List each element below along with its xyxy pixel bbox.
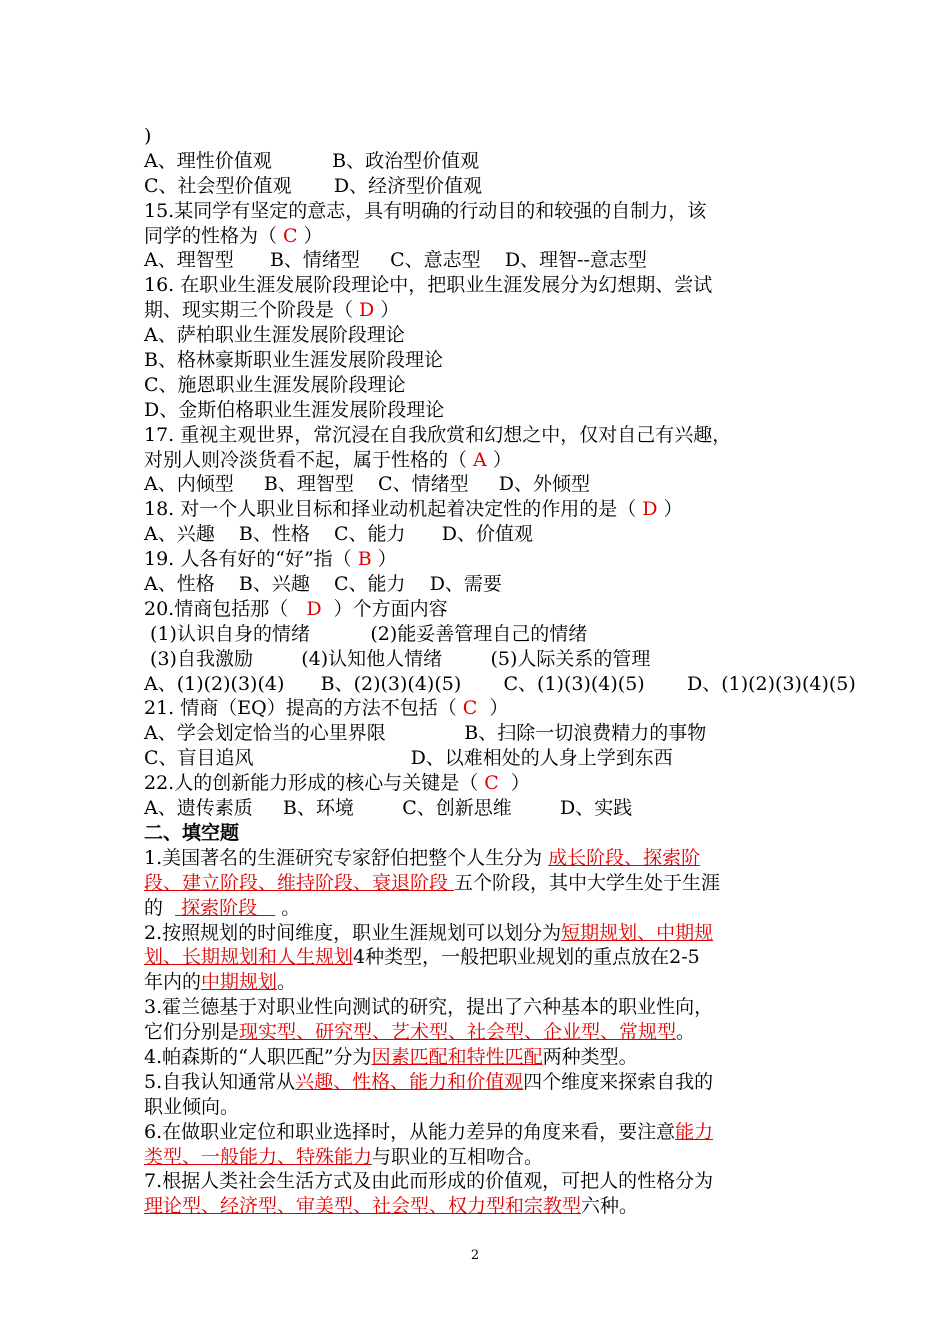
text-segment: 4.帕森斯的“人职匹配”分为 xyxy=(144,1045,372,1068)
fill-blank-answer: 因素匹配和特性匹配 xyxy=(371,1045,543,1068)
text-segment: A、遗传素质 B、环境 C、创新思维 D、实践 xyxy=(144,797,633,820)
text-segment: ） xyxy=(486,448,512,471)
text-segment: 4种类型，一般把职业规划的重点放在2-5 xyxy=(353,946,700,969)
answer-choice: C xyxy=(462,697,478,720)
text-segment: 四个维度来探索自我的 xyxy=(523,1070,714,1093)
text-line xyxy=(144,298,814,323)
text-segment: 同学的性格为（ xyxy=(144,224,284,247)
text-segment: ） xyxy=(498,772,530,795)
fill-blank-answer: 成长阶段、探索阶 xyxy=(548,846,701,869)
text-segment: C、盲目追风 D、以难相处的人身上学到东西 xyxy=(144,747,673,770)
text-line xyxy=(144,522,814,547)
text-line xyxy=(144,995,814,1020)
text-segment: A、萨柏职业生涯发展阶段理论 xyxy=(144,324,405,347)
text-line xyxy=(144,497,814,522)
text-segment: 15.某同学有坚定的意志，具有明确的行动目的和较强的自制力，该 xyxy=(144,199,707,222)
text-line xyxy=(144,124,814,149)
text-segment: 7.根据人类社会生活方式及由此而形成的价值观，可把人的性格分为 xyxy=(144,1170,714,1193)
text-line xyxy=(144,945,814,970)
answer-choice: D xyxy=(359,299,375,322)
text-line xyxy=(144,373,814,398)
text-segment: (3)自我激励 (4)认知他人情绪 (5)人际关系的管理 xyxy=(144,647,651,670)
text-segment: 2.按照规划的时间维度，职业生涯规划可以划分为 xyxy=(144,921,562,944)
text-segment: 22.人的创新能力形成的核心与关键是（ xyxy=(144,772,485,795)
text-line xyxy=(144,871,814,896)
text-line xyxy=(144,672,856,697)
fill-blank-answer: 划、长期规划和人生规划 xyxy=(144,946,354,969)
text-line xyxy=(144,821,814,846)
text-segment: 的 xyxy=(144,896,176,919)
text-line xyxy=(144,273,814,298)
text-segment: 。 xyxy=(275,896,301,919)
text-segment: 与职业的互相吻合。 xyxy=(372,1145,544,1168)
text-line xyxy=(144,1070,814,1095)
text-line xyxy=(144,224,814,249)
text-line xyxy=(144,323,814,348)
text-segment: 六种。 xyxy=(581,1195,639,1218)
text-segment: A、理性价值观 B、政治型价值观 xyxy=(144,149,480,172)
text-segment: 。 xyxy=(277,971,297,994)
text-line xyxy=(144,199,814,224)
answer-choice: D xyxy=(306,597,322,620)
text-segment: A、性格 B、兴趣 C、能力 D、需要 xyxy=(144,573,502,596)
text-line xyxy=(144,921,814,946)
text-segment: 19. 人各有好的“好”指（ xyxy=(144,548,358,571)
text-segment: A、内倾型 B、理智型 C、情绪型 D、外倾型 xyxy=(144,473,591,496)
text-segment: ） xyxy=(374,299,400,322)
text-segment: C、社会型价值观 D、经济型价值观 xyxy=(144,174,483,197)
text-line xyxy=(144,1120,814,1145)
text-segment: 17. 重视主观世界，常沉浸在自我欣赏和幻想之中，仅对自己有兴趣， xyxy=(144,423,732,446)
text-segment: ） xyxy=(371,548,397,571)
text-segment: 1.美国著名的生涯研究专家舒伯把整个人生分为 xyxy=(144,846,549,869)
fill-blank-answer: 能力 xyxy=(675,1120,714,1143)
section-heading: 二、填空题 xyxy=(144,821,240,844)
text-line xyxy=(144,1045,814,1070)
text-segment: 两种类型。 xyxy=(542,1045,638,1068)
fill-blank-answer: 现实型、研究型、艺术型、社会型、企业型、常规型 xyxy=(239,1021,677,1044)
text-line xyxy=(144,1194,814,1219)
text-segment: A、理智型 B、情绪型 C、意志型 D、理智--意志型 xyxy=(144,249,647,272)
text-segment: 它们分别是 xyxy=(144,1021,240,1044)
page-number: 2 xyxy=(470,1248,480,1263)
fill-blank-answer: 中期规划 xyxy=(201,971,278,994)
text-segment: 3.霍兰德基于对职业性向测试的研究，提出了六种基本的职业性向， xyxy=(144,996,714,1019)
text-segment: 6.在做职业定位和职业选择时，从能力差异的角度来看，要注意 xyxy=(144,1120,676,1143)
answer-choice: D xyxy=(642,498,658,521)
text-segment: C、施恩职业生涯发展阶段理论 xyxy=(144,373,406,396)
text-segment: A、学会划定恰当的心里界限 B、扫除一切浪费精力的事物 xyxy=(144,722,707,745)
fill-blank-answer: 短期规划、中期规 xyxy=(561,921,714,944)
text-line xyxy=(144,1145,814,1170)
text-line xyxy=(144,846,814,871)
text-segment: (1)认识自身的情绪 (2)能妥善管理自己的情绪 xyxy=(144,622,588,645)
document-body xyxy=(144,124,856,1219)
text-line xyxy=(144,174,814,199)
text-segment: 。 xyxy=(676,1021,696,1044)
text-segment: ）个方面内容 xyxy=(321,597,448,620)
text-segment: 对别人则冷淡货看不起，属于性格的（ xyxy=(144,448,474,471)
fill-blank-answer: 兴趣、性格、能力和价值观 xyxy=(295,1070,524,1093)
text-segment: 20.情商包括那（ xyxy=(144,597,307,620)
text-line xyxy=(144,1095,814,1120)
text-segment: ) xyxy=(144,125,152,147)
text-line xyxy=(144,970,814,995)
text-segment: D、金斯伯格职业生涯发展阶段理论 xyxy=(144,398,445,421)
text-segment: A、(1)(2)(3)(4) B、(2)(3)(4)(5) C、(1)(3)(4)(5) D、(1)(2)(3)(4)(5) xyxy=(144,672,856,695)
text-segment: A、兴趣 B、性格 C、能力 D、价值观 xyxy=(144,523,534,546)
text-segment: ） xyxy=(297,224,323,247)
text-line xyxy=(144,149,814,174)
text-segment: ） xyxy=(477,697,509,720)
text-line xyxy=(144,796,814,821)
text-line xyxy=(144,696,814,721)
text-line xyxy=(144,348,814,373)
answer-choice: B xyxy=(357,548,372,571)
text-line xyxy=(144,547,814,572)
text-line xyxy=(144,572,814,597)
text-segment: 5.自我认知通常从 xyxy=(144,1070,296,1093)
text-segment: B、格林豪斯职业生涯发展阶段理论 xyxy=(144,349,443,372)
text-line xyxy=(144,771,814,796)
text-segment: ） xyxy=(657,498,683,521)
text-line xyxy=(144,896,814,921)
text-line xyxy=(144,472,814,497)
text-segment: 21. 情商（EQ）提高的方法不包括（ xyxy=(144,697,463,720)
answer-choice: C xyxy=(484,772,499,795)
fill-blank-answer: 理论型、经济型、审美型、社会型、权力型和宗教型 xyxy=(144,1195,582,1218)
text-segment: 职业倾向。 xyxy=(144,1095,240,1118)
text-segment: 五个阶段，其中大学生处于生涯 xyxy=(454,871,721,894)
text-segment: 18. 对一个人职业目标和择业动机起着决定性的作用的是（ xyxy=(144,498,643,521)
text-line xyxy=(144,448,814,473)
text-line xyxy=(144,398,814,423)
text-segment: 年内的 xyxy=(144,971,202,994)
text-line xyxy=(144,597,814,622)
answer-choice: A xyxy=(473,448,487,471)
answer-choice: C xyxy=(283,224,298,247)
text-line xyxy=(144,647,814,672)
text-line xyxy=(144,1020,814,1045)
text-line xyxy=(144,1169,814,1194)
fill-blank-answer: 段、建立阶段、维持阶段、衰退阶段 xyxy=(144,871,455,894)
text-segment: 期、现实期三个阶段是（ xyxy=(144,299,360,322)
text-line xyxy=(144,622,814,647)
text-line xyxy=(144,721,814,746)
fill-blank-answer: 类型、一般能力、特殊能力 xyxy=(144,1145,373,1168)
text-line xyxy=(144,248,814,273)
text-line xyxy=(144,746,814,771)
fill-blank-answer: 探索阶段 xyxy=(175,896,276,919)
text-line xyxy=(144,423,814,448)
text-segment: 16. 在职业生涯发展阶段理论中，把职业生涯发展分为幻想期、尝试 xyxy=(144,274,713,297)
